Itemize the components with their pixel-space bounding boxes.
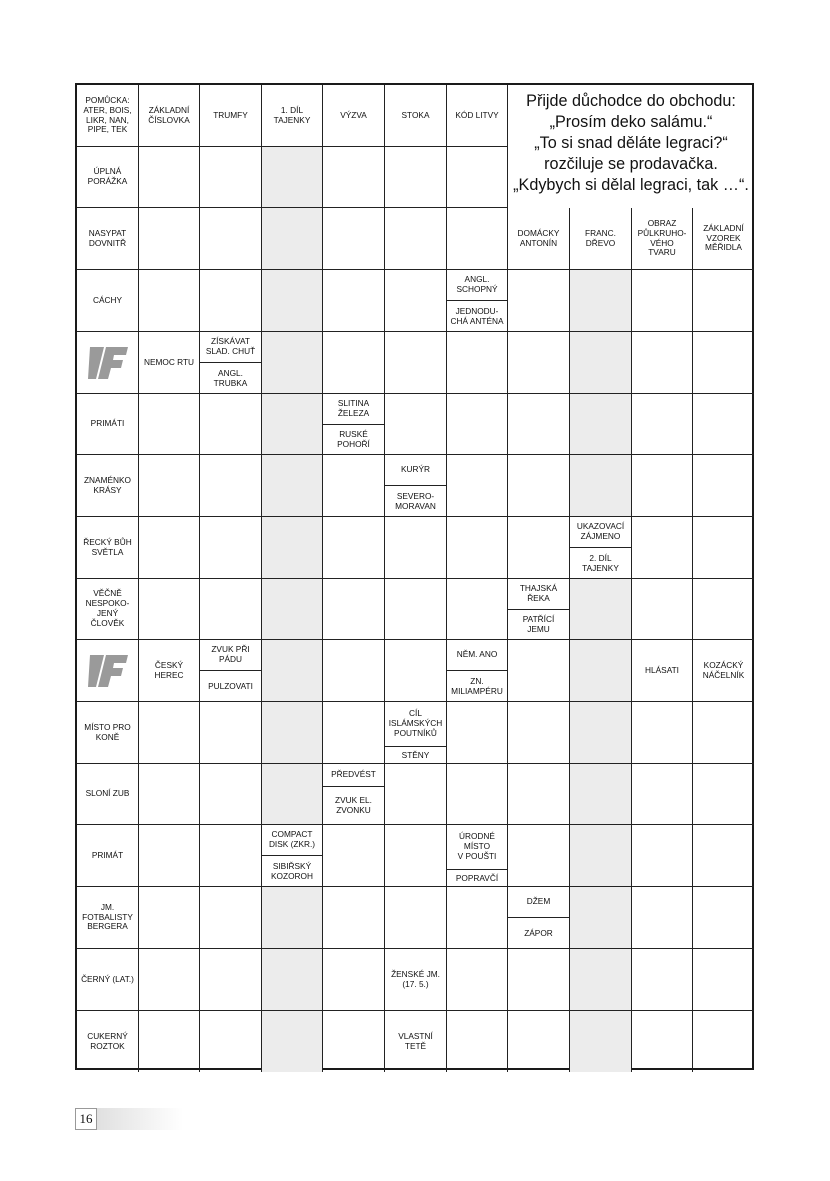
split-clue-cell xyxy=(385,702,447,764)
answer-cell[interactable] xyxy=(508,764,570,825)
answer-cell[interactable] xyxy=(632,517,693,579)
answer-cell[interactable] xyxy=(262,147,323,208)
clue-cell: ŽENSKÉ JM. (17. 5.) xyxy=(385,949,447,1011)
answer-cell[interactable] xyxy=(262,702,323,764)
answer-cell[interactable] xyxy=(385,517,447,579)
split-clue-cell xyxy=(447,825,508,887)
answer-cell[interactable] xyxy=(693,517,754,579)
answer-cell[interactable] xyxy=(139,887,200,949)
answer-cell[interactable] xyxy=(200,517,262,579)
answer-cell[interactable] xyxy=(139,702,200,764)
answer-cell[interactable] xyxy=(632,332,693,394)
clue-cell: NASYPAT DOVNITŘ xyxy=(77,208,139,270)
clue-cell: KÓD LITVY xyxy=(447,85,508,147)
answer-cell[interactable] xyxy=(139,394,200,455)
clue-cell: CÁCHY xyxy=(77,270,139,332)
clue-bottom: ZVUK EL. ZVONKU xyxy=(335,795,372,815)
answer-cell[interactable] xyxy=(323,270,385,332)
clue-cell: VÝZVA xyxy=(323,85,385,147)
answer-cell[interactable] xyxy=(139,270,200,332)
answer-cell[interactable] xyxy=(139,1011,200,1072)
answer-cell[interactable] xyxy=(139,825,200,887)
answer-cell[interactable] xyxy=(323,579,385,640)
answer-cell[interactable] xyxy=(323,825,385,887)
answer-cell[interactable] xyxy=(323,640,385,702)
answer-cell[interactable] xyxy=(262,887,323,949)
answer-cell[interactable] xyxy=(262,394,323,455)
answer-cell[interactable] xyxy=(447,702,508,764)
answer-cell[interactable] xyxy=(570,1011,632,1072)
answer-cell[interactable] xyxy=(323,887,385,949)
split-clue-cell xyxy=(323,764,385,825)
answer-cell[interactable] xyxy=(693,332,754,394)
clue-cell: STOKA xyxy=(385,85,447,147)
answer-cell[interactable] xyxy=(200,394,262,455)
split-clue-cell xyxy=(385,455,447,517)
answer-cell[interactable] xyxy=(693,455,754,517)
answer-cell[interactable] xyxy=(447,887,508,949)
answer-cell[interactable] xyxy=(200,270,262,332)
answer-cell[interactable] xyxy=(385,579,447,640)
answer-cell[interactable] xyxy=(693,825,754,887)
split-clue-cell xyxy=(447,270,508,332)
clue-top: THAJSKÁ ŘEKA xyxy=(508,579,569,610)
answer-cell[interactable] xyxy=(570,887,632,949)
clue-top: DŽEM xyxy=(508,887,569,918)
answer-cell[interactable] xyxy=(323,332,385,394)
answer-cell[interactable] xyxy=(385,887,447,949)
answer-cell[interactable] xyxy=(447,764,508,825)
answer-cell[interactable] xyxy=(632,949,693,1011)
answer-cell[interactable] xyxy=(200,764,262,825)
answer-cell[interactable] xyxy=(200,1011,262,1072)
clue-cell: SLONÍ ZUB xyxy=(77,764,139,825)
answer-cell[interactable] xyxy=(139,949,200,1011)
page-number: 16 xyxy=(75,1108,97,1130)
split-clue-cell xyxy=(508,579,570,640)
clue-cell: DOMÁCKY ANTONÍN xyxy=(508,208,570,270)
clue-bottom: 2. DÍL TAJENKY xyxy=(582,552,619,573)
answer-cell[interactable] xyxy=(262,517,323,579)
clue-cell: NEMOC RTU xyxy=(139,332,200,394)
clue-cell: ÚPLNÁ PORÁŽKA xyxy=(77,147,139,208)
clue-cell: OBRAZ PŮLKRUHO- VÉHO TVARU xyxy=(632,208,693,270)
answer-cell[interactable] xyxy=(447,208,508,270)
answer-cell[interactable] xyxy=(508,394,570,455)
clue-cell: VĚČNĚ NESPOKO- JENÝ ČLOVĚK xyxy=(77,579,139,640)
answer-cell[interactable] xyxy=(508,270,570,332)
answer-cell[interactable] xyxy=(570,332,632,394)
clue-bottom: SIBIŘSKÝ KOZOROH xyxy=(271,860,313,881)
answer-cell[interactable] xyxy=(385,147,447,208)
clue-cell: MÍSTO PRO KONĚ xyxy=(77,702,139,764)
answer-cell[interactable] xyxy=(508,640,570,702)
answer-cell[interactable] xyxy=(139,147,200,208)
split-clue-cell xyxy=(262,825,323,887)
answer-cell[interactable] xyxy=(447,579,508,640)
answer-cell[interactable] xyxy=(323,147,385,208)
clue-cell: TRUMFY xyxy=(200,85,262,147)
answer-cell[interactable] xyxy=(508,825,570,887)
lf-publisher-logo-icon xyxy=(77,640,139,702)
answer-cell[interactable] xyxy=(632,702,693,764)
answer-cell[interactable] xyxy=(262,455,323,517)
answer-cell[interactable] xyxy=(447,1011,508,1072)
clue-top: UKAZOVACÍ ZÁJMENO xyxy=(570,517,631,548)
answer-cell[interactable] xyxy=(693,394,754,455)
clue-cell: VLASTNÍ TETĚ xyxy=(385,1011,447,1072)
clue-top: PŘEDVÉST xyxy=(323,764,384,787)
answer-cell[interactable] xyxy=(632,270,693,332)
answer-cell[interactable] xyxy=(693,764,754,825)
clue-bottom: PULZOVATI xyxy=(208,680,253,691)
answer-cell[interactable] xyxy=(385,394,447,455)
answer-cell[interactable] xyxy=(508,702,570,764)
answer-cell[interactable] xyxy=(200,949,262,1011)
clue-bottom: RUSKÉ POHOŘÍ xyxy=(337,429,370,449)
answer-cell[interactable] xyxy=(447,517,508,579)
answer-cell[interactable] xyxy=(693,702,754,764)
answer-cell[interactable] xyxy=(200,825,262,887)
clue-bottom: ZN. MILIAMPÉRU xyxy=(451,675,503,696)
answer-cell[interactable] xyxy=(508,1011,570,1072)
answer-cell[interactable] xyxy=(323,949,385,1011)
answer-cell[interactable] xyxy=(139,517,200,579)
answer-cell[interactable] xyxy=(385,270,447,332)
answer-cell[interactable] xyxy=(200,887,262,949)
answer-cell[interactable] xyxy=(508,332,570,394)
answer-cell[interactable] xyxy=(385,208,447,270)
answer-cell[interactable] xyxy=(570,702,632,764)
answer-cell[interactable] xyxy=(200,147,262,208)
answer-cell[interactable] xyxy=(632,1011,693,1072)
clue-cell: ZÁKLADNÍ ČÍSLOVKA xyxy=(139,85,200,147)
joke-line: „Prosím deko salámu.“ xyxy=(549,113,713,131)
split-clue-cell xyxy=(447,640,508,702)
clue-cell: 1. DÍL TAJENKY xyxy=(262,85,323,147)
page-number-bar xyxy=(75,1108,183,1130)
clue-cell: JM. FOTBALISTY BERGERA xyxy=(77,887,139,949)
answer-cell[interactable] xyxy=(323,208,385,270)
answer-cell[interactable] xyxy=(139,579,200,640)
answer-cell[interactable] xyxy=(570,825,632,887)
clue-cell: ZNAMÉNKO KRÁSY xyxy=(77,455,139,517)
split-clue-cell xyxy=(508,887,570,949)
answer-cell[interactable] xyxy=(570,764,632,825)
answer-cell[interactable] xyxy=(508,949,570,1011)
answer-cell[interactable] xyxy=(200,455,262,517)
answer-cell[interactable] xyxy=(385,332,447,394)
clue-top: KURÝR xyxy=(385,455,446,486)
clue-cell: ZÁKLADNÍ VZOREK MĚŘIDLA xyxy=(693,208,754,270)
clue-bottom: ANGL. TRUBKA xyxy=(213,367,248,388)
joke-line: „To si snad děláte legraci?“ xyxy=(534,134,728,152)
clue-cell: ŘECKÝ BŮH SVĚTLA xyxy=(77,517,139,579)
answer-cell[interactable] xyxy=(323,455,385,517)
clue-top: ANGL. SCHOPNÝ xyxy=(447,270,507,301)
answer-cell[interactable] xyxy=(570,949,632,1011)
answer-cell[interactable] xyxy=(262,270,323,332)
answer-cell[interactable] xyxy=(570,270,632,332)
answer-cell[interactable] xyxy=(693,1011,754,1072)
answer-cell[interactable] xyxy=(508,455,570,517)
answer-cell[interactable] xyxy=(447,394,508,455)
answer-cell[interactable] xyxy=(693,887,754,949)
joke-line: Přijde důchodce do obchodu: xyxy=(526,92,736,110)
split-clue-cell xyxy=(570,517,632,579)
answer-cell[interactable] xyxy=(632,887,693,949)
answer-cell[interactable] xyxy=(139,208,200,270)
answer-cell[interactable] xyxy=(447,147,508,208)
split-clue-cell xyxy=(200,640,262,702)
clue-cell: ČERNÝ (LAT.) xyxy=(77,949,139,1011)
answer-cell[interactable] xyxy=(385,825,447,887)
clue-top: ZÍSKÁVAT SLAD. CHUŤ xyxy=(200,332,261,363)
split-clue-cell xyxy=(200,332,262,394)
answer-cell[interactable] xyxy=(262,764,323,825)
clue-cell: HLÁSATI xyxy=(632,640,693,702)
answer-cell[interactable] xyxy=(447,949,508,1011)
answer-cell[interactable] xyxy=(262,1011,323,1072)
answer-cell[interactable] xyxy=(139,455,200,517)
clue-top: COMPACT DISK (ZKR.) xyxy=(262,825,322,856)
answer-cell[interactable] xyxy=(508,517,570,579)
answer-cell[interactable] xyxy=(632,764,693,825)
answer-cell[interactable] xyxy=(262,208,323,270)
answer-cell[interactable] xyxy=(262,579,323,640)
answer-cell[interactable] xyxy=(323,702,385,764)
answer-cell[interactable] xyxy=(262,332,323,394)
answer-cell[interactable] xyxy=(570,579,632,640)
answer-cell[interactable] xyxy=(385,640,447,702)
answer-cell[interactable] xyxy=(693,270,754,332)
clue-bottom: SEVERO- MORAVAN xyxy=(395,490,436,511)
clue-cell: FRANC. DŘEVO xyxy=(570,208,632,270)
answer-cell[interactable] xyxy=(200,702,262,764)
joke-line: rozčiluje se prodavačka. xyxy=(544,155,718,173)
answer-cell[interactable] xyxy=(632,455,693,517)
joke-line: „Kdybych si dělal legraci, tak …“. xyxy=(513,176,749,194)
answer-cell[interactable] xyxy=(632,579,693,640)
clue-top: SLITINA ŽELEZA xyxy=(323,394,384,425)
answer-cell[interactable] xyxy=(693,949,754,1011)
joke-text xyxy=(508,85,754,209)
clue-bottom: PATŘÍCÍ JEMU xyxy=(522,614,555,634)
answer-cell[interactable] xyxy=(139,764,200,825)
clue-top: NĚM. ANO xyxy=(447,640,507,671)
answer-cell[interactable] xyxy=(447,332,508,394)
clue-top: ÚRODNÉ MÍSTO V POUŠTI xyxy=(447,825,507,870)
answer-cell[interactable] xyxy=(200,208,262,270)
answer-cell[interactable] xyxy=(693,579,754,640)
clue-cell: PRIMÁTI xyxy=(77,394,139,455)
crossword-grid xyxy=(75,83,754,1070)
clue-bottom: STĚNY xyxy=(401,749,430,760)
answer-cell[interactable] xyxy=(570,640,632,702)
answer-cell[interactable] xyxy=(323,517,385,579)
lf-publisher-logo-icon xyxy=(77,332,139,394)
answer-cell[interactable] xyxy=(385,764,447,825)
answer-cell[interactable] xyxy=(200,579,262,640)
clue-bottom: JEDNODU- CHÁ ANTÉNA xyxy=(450,305,504,326)
answer-cell[interactable] xyxy=(262,640,323,702)
answer-cell[interactable] xyxy=(570,394,632,455)
clue-cell: ČESKÝ HEREC xyxy=(139,640,200,702)
answer-cell[interactable] xyxy=(323,1011,385,1072)
answer-cell[interactable] xyxy=(570,455,632,517)
split-clue-cell xyxy=(323,394,385,455)
clue-cell: KOZÁCKÝ NÁČELNÍK xyxy=(693,640,754,702)
clue-bottom: ZÁPOR xyxy=(524,927,553,938)
answer-cell[interactable] xyxy=(632,394,693,455)
clue-top: ZVUK PŘI PÁDU xyxy=(200,640,261,671)
answer-cell[interactable] xyxy=(262,949,323,1011)
answer-cell[interactable] xyxy=(447,455,508,517)
answer-cell[interactable] xyxy=(632,825,693,887)
clue-top: CÍL ISLÁMSKÝCH POUTNÍKŮ xyxy=(385,702,446,747)
clue-cell: CUKERNÝ ROZTOK xyxy=(77,1011,139,1072)
clue-bottom: POPRAVČÍ xyxy=(455,872,499,883)
clue-cell: PRIMÁT xyxy=(77,825,139,887)
clue-cell: POMŮCKA: ATER, BOIS, LIKR, NAN, PIPE, TEK xyxy=(77,85,139,147)
